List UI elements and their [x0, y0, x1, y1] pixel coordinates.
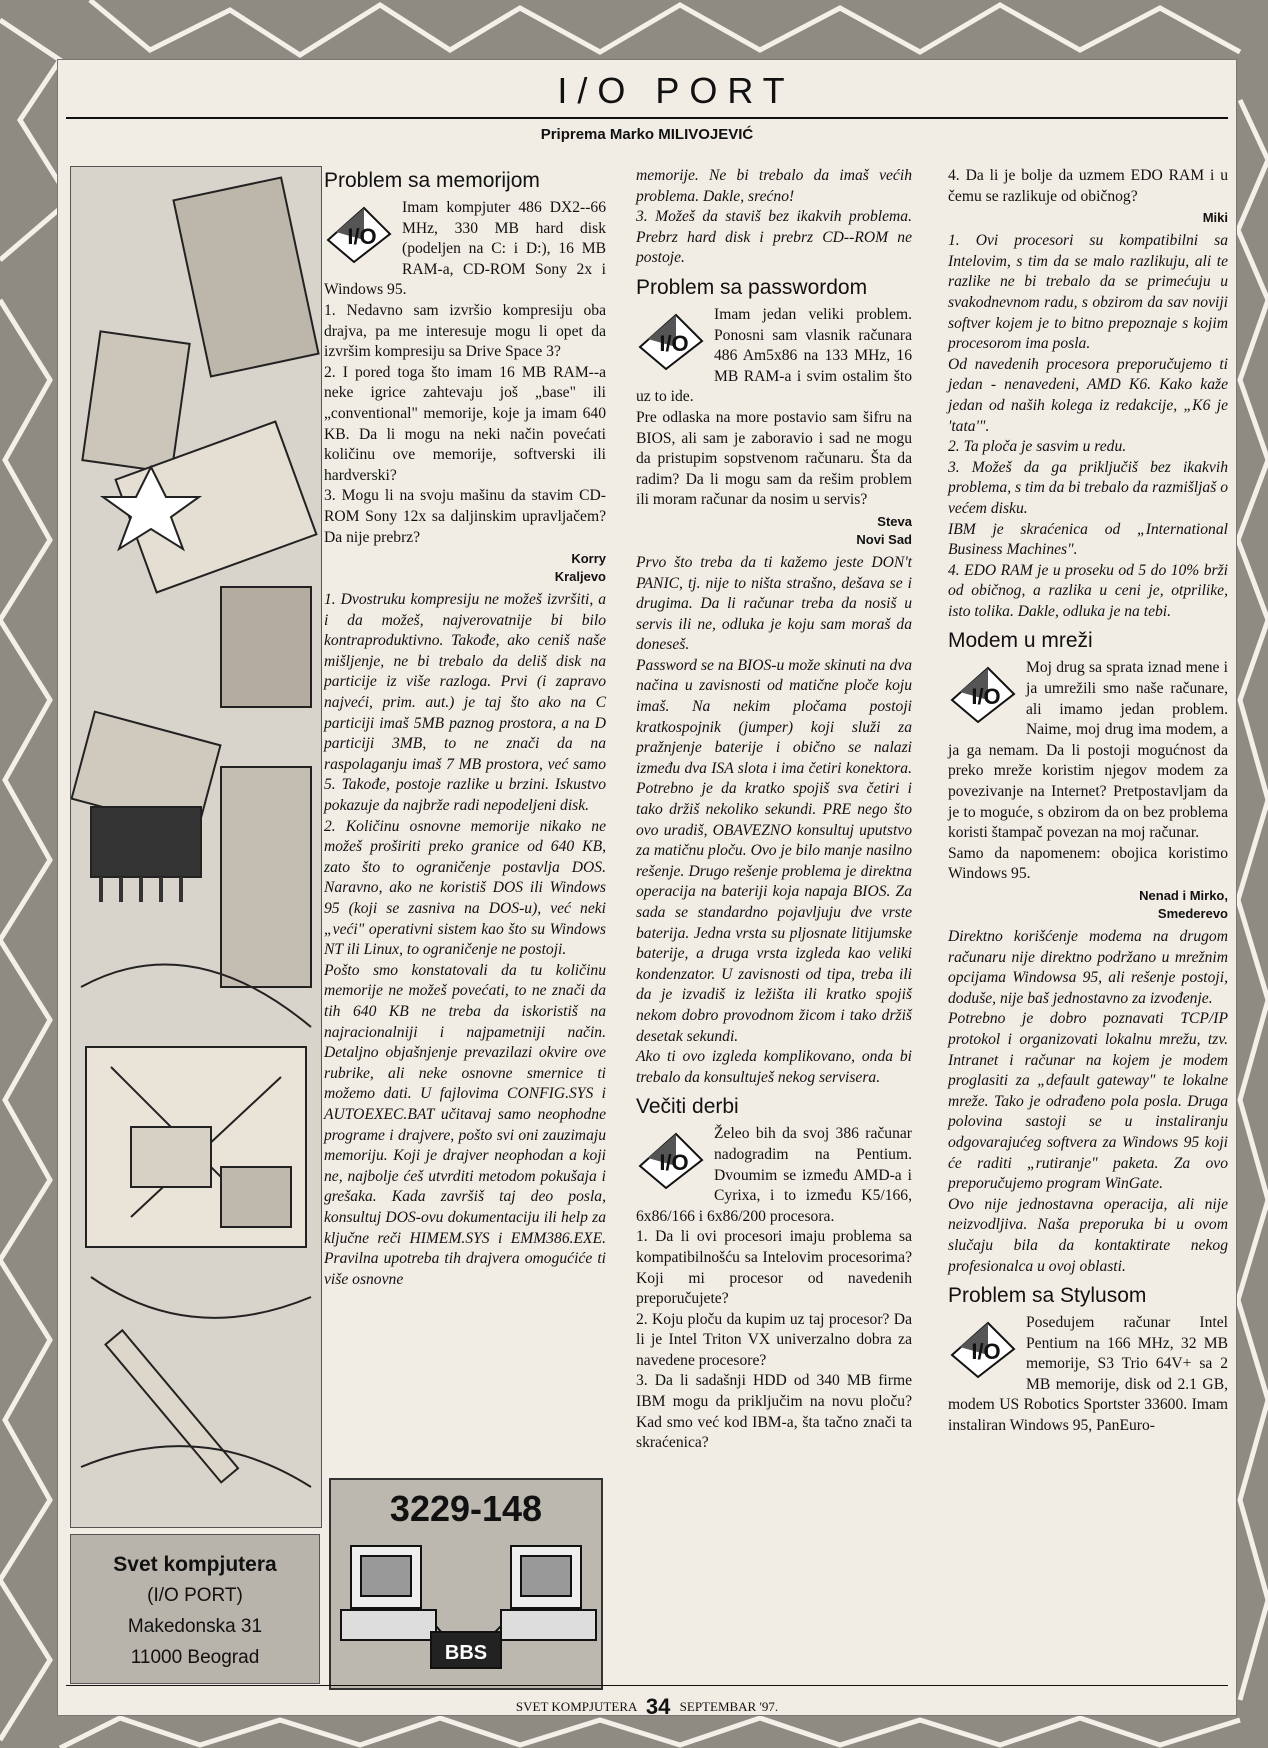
- page-title: I/O PORT: [557, 70, 795, 111]
- io-logo-icon: [636, 307, 706, 371]
- address-sub: (I/O PORT): [147, 1585, 243, 1606]
- answer-2: Password se na BIOS-u može skinuti na dva načina u zavisnosti od matične ploče koju imaš. Na nekim pločama postoji kratkospojnik (jumper) koji služi za pražnjenje baterije i obično se nalazi između dva ISA slota i ima četiri konektora. Potrebno je da kratko spojiš sva četiri i tako držiš nekoliko sekundi. PRE nego što ovo uradiš, OBAVEZNO konsultuj uputstvo za matičnu ploču. Ovo je bilo manje nasilno rešenje. Drugo rešenje problema je direktna operacija na bateriji koja napaja BIOS. Za sada se standardno pojavljuju dve vrste baterija. Jedna vrsta su pljosnate litijumske baterije, a druga vrsta izgleda kao veliki kondenzator. U zavisnosti od tipa, treba ili da je izvadiš iz ležišta ili kratko spojiš nekom dobro provodnom žicom i tako držiš desetak sekundi.: [636, 656, 912, 1045]
- bbs-box: [329, 1478, 603, 1690]
- page-footer: [58, 1694, 1236, 1720]
- question-1: 1. Nedavno sam izvršio kompresiju oba drajva, pa me interesuje mogu li opet da izvršim kompresiju sa Drive Space 3?: [324, 301, 606, 361]
- answer-continued-2: 3. Možeš da staviš bez ikakvih problema. Prebrz hard disk i prebrz CD--ROM ne postoje.: [636, 208, 912, 267]
- signature: [948, 887, 1228, 923]
- heading-derby: Večiti derbi: [636, 1095, 739, 1119]
- question-intro: Imam jedan veliki problem. Ponosni sam vlasnik računara 486 Am5x86 na 133 MHz, 16 MB RAM-a i svim ostalim što uz to ide.: [636, 305, 912, 406]
- question-intro: Želeo bih da svoj 386 računar nadogradim na Pentium. Dvoumim se između AMD-a i Cyrixa, i to između K5/166, 6x86/166 i 6x86/200 procesora.: [636, 1125, 912, 1225]
- bbs-label: BBS: [444, 1642, 488, 1664]
- signature-name: Steva: [877, 513, 912, 529]
- collage-drawing: [71, 167, 321, 1527]
- question-intro: Posedujem računar Intel Pentium na 166 MHz, 32 MB memorije, S3 Trio 64V+ sa 2 MB memorije, disk od 2.1 GB, modem US Robotics Sportster 33600. Imam instaliran Windows 95, PanEuro-: [948, 1314, 1228, 1435]
- heading-password: Problem sa passwordom: [636, 275, 868, 299]
- answer-3: Ako ti ovo izgleda komplikovano, onda bi trebalo da konsultuješ nekog servisera.: [636, 1048, 912, 1086]
- answer-1: 1. Ovi procesori su kompatibilni sa Intelovim, s tim da se malo razlikuju, ali te razlike ne bi trebalo da se primećuju u svakodnevnom radu, s obzirom da sav noviji softver kojem je to bitno prepoznaje s kojim procesorom ima posla.: [948, 232, 1228, 353]
- header-divider: [66, 117, 1228, 119]
- answer-1: Direktno korišćenje modema na drugom računaru nije direktno podržano u mrežnim opcijama Windowsa 95, ali rešenje postoji, doduše, nije baš jednostavno za izvođenje.: [948, 928, 1228, 1007]
- signature-city: Kraljevo: [554, 569, 606, 585]
- io-logo-icon: [636, 1126, 706, 1190]
- footer-divider: [66, 1685, 1228, 1686]
- answer-3: Ovo nije jednostavna operacija, ali nije neizvodljiva. Naša preporuka bi u ovom slučaju bila da kontaktirate nekog profesionalca u ovoj oblasti.: [948, 1195, 1228, 1275]
- bbs-computers-illustration: [331, 1534, 601, 1684]
- io-logo-icon: [948, 1315, 1018, 1379]
- answer-continued: memorije. Ne bi trebalo da imaš većih problema. Dakle, srećno!: [636, 167, 912, 205]
- footer-magazine-name: SVET KOMPJUTERA: [515, 1699, 637, 1714]
- question-body: Samo da napomenem: obojica koristimo Windows 95.: [948, 844, 1228, 883]
- answer-2: 2. Ta ploča je sasvim u redu.: [948, 438, 1127, 456]
- answer-4: 4. EDO RAM je u proseku od 5 do 10% brži od običnog, a razlika u ceni je, otprilike, isto tolika. Dakle, odluka je na tebi.: [948, 561, 1228, 620]
- column-3: [948, 166, 1228, 1437]
- answer-3: 3. Možeš da ga priključiš bez ikakvih problema, s tim da bi trebalo da razmišljaš o većem disku.: [948, 458, 1228, 517]
- signature: [324, 550, 606, 586]
- question-2: 2. I pored toga što imam 16 MB RAM--a neke igrice zahtevaju još „base" ili „conventional" memorije, koje ja imam 640 KB. Da li mogu na neki način povećati količinu ove memorije, softverski ili hardverski?: [324, 363, 606, 484]
- illustration-computer-collage: [70, 166, 322, 1528]
- address-city: 11000 Beograd: [130, 1647, 260, 1668]
- signature-city: Smederevo: [1157, 906, 1228, 921]
- mailing-address: [70, 1534, 320, 1684]
- io-logo-icon: [948, 660, 1018, 724]
- answer-3: Pošto smo konstatovali da tu količinu memorije ne možeš povećati, to ne znači da tih 640 KB ne treba da iskoristiš na najracionalniji i najpametniji način. Detaljno objašnjenje prevazilazi okvire ove rubrike, ali neke osnovne smernice ti možemo dati. U fajlovima CONFIG.SYS i AUTOEXEC.BAT učitavaj samo neophodne programe i drajvere, pošto svi oni zauzimaju memoriju. Koji je drajver neophodan a koji ne, najbolje ćeš utvrditi metodom pokušaja i grešaka. Kada završiš taj deo posla, konsultuj DOS-ovu dokumentaciju ili help za ključne reči HIMEM.SYS i EMM386.EXE. Pravilna upotreba tih drajvera omogućiće ti više osnovne: [324, 961, 606, 1288]
- svg-text:I/O: I/O: [971, 684, 1001, 710]
- answer-3b: IBM je skraćenica od „International Business Machines".: [948, 520, 1228, 559]
- question-body: Pre odlaska na more postavio sam šifru na BIOS, ali sam je zaboravio i sad ne mogu da pristupim sopstvenom računaru. Šta da radim? Da li mogu sam da rešim problem ili moram računar da nosim u servis?: [636, 408, 912, 509]
- signature: [636, 513, 912, 549]
- answer-1: 1. Dvostruku kompresiju ne možeš izvršiti, a i da možeš, najverovatnije bi bilo kontraproduktivno. Takođe, ako ceniš naše mišljenje, ne bi trebalo da deliš disk na particije iz više razloga. Prvi (i zapravo najveći, prim. aut.) je taj što ako na C particiji imaš 5MB paznog prostora, a na D particiji 3MB, to ne znači da na raspolaganju imaš 7 MB prostora, već samo 5. Takođe, postoje razlike u brzini. Iskustvo pokazuje da najbrže radi nepodeljeni disk.: [324, 591, 606, 815]
- svg-text:I/O: I/O: [659, 1150, 689, 1176]
- question-intro: Imam kompjuter 486 DX2--66 MHz, 330 MB hard disk (podeljen na C: i D:), 16 MB RAM-a, CD-ROM Sony 2x i Windows 95.: [324, 199, 606, 299]
- address-street: Makedonska 31: [127, 1616, 263, 1637]
- question-2: 2. Koju ploču da kupim uz taj procesor? Da li je Intel Triton VX univerzalno dobra za navedene procesore?: [636, 1310, 912, 1369]
- answer-1b: Od navedenih procesora preporučujemo ti jedan - nenavedeni, AMD K6. Kako kaže jedan od naših kolega iz redakcije, „K6 je 'tata'".: [948, 355, 1228, 435]
- column-1: [324, 162, 606, 1290]
- answer-2: Potrebno je dobro poznavati TCP/IP protokol i organizovati lokalnu mrežu, tzv. Intranet i računar na kojem je modem proglasiti za „default gateway" te lokalne mreže. Tako je odrađeno pola posla. Druga polovina sastoji se u instaliranju odgovarajućeg softvera za Windows 95 koji će raditi „rutiranje" paketa. Za ovo preporučujemo program WinGate.: [948, 1010, 1228, 1193]
- page-number: 34: [645, 1694, 671, 1719]
- address-name: Svet kompjutera: [113, 1553, 277, 1576]
- question-3: 3. Mogu li na svoju mašinu da stavim CD-ROM Sony 12x sa daljinskim upravljačem? Da nije prebrz?: [324, 487, 606, 546]
- svg-text:I/O: I/O: [659, 330, 689, 356]
- question-1: 1. Da li ovi procesori imaju problema sa kompatibilnošću sa Intelovim procesorima? Koji mi procesor od navedenih preporučujete?: [636, 1228, 912, 1308]
- signature-name: Korry: [571, 551, 606, 567]
- svg-text:I/O: I/O: [971, 1339, 1001, 1365]
- magazine-page: [58, 60, 1236, 1719]
- heading-stylus: Problem sa Stylusom: [948, 1284, 1147, 1308]
- question-3: 3. Da li sadašnji HDD od 340 MB firme IBM mogu da priključim na novu ploču? Kad smo već kod IBM-a, šta tačno znači ta skraćenica?: [636, 1372, 912, 1452]
- question-4: 4. Da li je bolje da uzmem EDO RAM i u čemu se razlikuje od običnog?: [948, 167, 1228, 205]
- column-2: [636, 166, 912, 1454]
- signature-name: Miki: [1202, 210, 1228, 226]
- signature-name: Nenad i Mirko,: [1139, 888, 1228, 903]
- answer-2: 2. Količinu osnovne memorije nikako ne možeš proširiti preko granice od 640 KB, zato što to ograničenje postavlja DOS. Naravno, ako ne koristiš DOS ili Windows 95 (koji se zasniva na DOS-u), već neki „veći" operativni sistem kao što su Windows NT ili Linux, to ograničenje ne postoji.: [324, 817, 606, 959]
- answer-1: Prvo što treba da ti kažemo jeste DON't PANIC, tj. nije to ništa strašno, dešava se i drugima. Da li računar treba da nosiš u servis ili ne, odluka je koju sam moraš da doneseš.: [636, 553, 912, 654]
- heading-memory: Problem sa memorijom: [324, 169, 540, 192]
- signature-city: Novi Sad: [856, 531, 912, 547]
- bbs-phone-number: 3229-148: [389, 1488, 543, 1529]
- heading-modem: Modem u mreži: [948, 629, 1093, 653]
- svg-text:I/O: I/O: [347, 224, 377, 249]
- question-intro: Moj drug sa sprata iznad mene i ja umrežili smo naše računare, ali imamo jedan problem. Naime, moj drug ima modem, a ja ga nemam. Da li postoji mogućnost da preko mreže koristim njegov modem za povezivanje na Internet? Pretpostavljam da je to moguće, s obzirom da on bez problema koristi štampač povezan na moj računar.: [948, 659, 1228, 842]
- footer-issue-date: SEPTEMBAR '97.: [679, 1699, 779, 1714]
- byline: Priprema Marko MILIVOJEVIĆ: [540, 126, 754, 143]
- io-logo-icon: [324, 200, 394, 264]
